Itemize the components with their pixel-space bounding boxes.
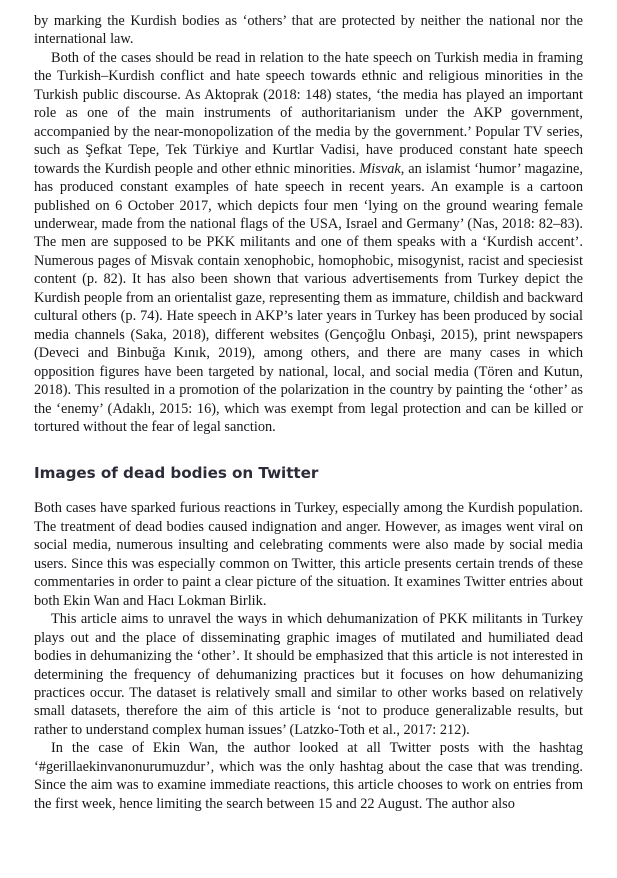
paragraph-reactions-in-turkey: Both cases have sparked furious reactions in Turkey, especially among the Kurdish population. The treatment of dead bodies caused indignation and anger. However, as images went viral on social media, numerous insulting and celebrating comments were also made by social media users. Since this was especially common on Twitter, this article presents certain trends of these commentaries in order to paint a clear picture of the situation. It examines Twitter entries about both Ekin Wan and Hacı Lokman Birlik. bbox=[34, 500, 583, 609]
paragraph-article-aims: This article aims to unravel the ways in which dehumanization of PKK militants in Turkey plays out and the place of disseminating graphic images of mutilated and humiliated dead bodies in dehumanizing the ‘other’. It should be emphasized that this article is not interested in determining the frequency of dehumanizing practices but it focuses on how dehumanizing practices occur. The dataset is relatively small and similar to other works based on relatively small datasets, therefore the aim of this article is ‘not to produce generalizable results, but rather to understand complex human issues’ (Latzko-Toth et al., 2017: 212). bbox=[34, 611, 583, 738]
paragraph-2-second-part: , an islamist ‘humor’ magazine, has produced constant examples of hate speech in recent years. An example is a cartoon published on 6 October 2017, which depicts four men ‘lying on the ground wearing female underwear, made from the national flags of the USA, Israel and Germany’ (Nas, 2018: 82–83). The men are supposed to be PKK militants and one of them speaks with a ‘Kurdish accent’. Numerous pages of Misvak contain xenophobic, homophobic, misogynist, racist and speciesist content (p. 82). It has also been shown that various advertisements from Turkey depict the Kurdish people from an orientalist gaze, representing them as immature, childish and backward cultural others (p. 74). Hate speech in AKP’s later years in Turkey has been produced by social media channels (Saka, 2018), different websites (Gençoğlu Onbaşi, 2015), print newspapers (Deveci and Binbuğa Kınık, 2019), among others, and there are many cases in which opposition figures have been targeted by national, local, and social media (Tören and Kutun, 2018). This resulted in a promotion of the polarization in the country by painting the ‘other’ as the ‘enemy’ (Adaklı, 2015: 16), which was exempt from legal protection and can be killed or tortured without the fear of legal sanction. bbox=[34, 160, 583, 435]
heading-spacer-below bbox=[34, 483, 583, 499]
paragraph-ekin-wan-hashtag-method: In the case of Ekin Wan, the author looked at all Twitter posts with the hashtag ‘#gerillaekinvanonurumuzdur’, which was the only hashtag about the case that was trending. Since the aim was to examine immediate reactions, this article chooses to work on entries from the first week, hence limiting the search between 15 and 22 August. The author also bbox=[34, 740, 583, 812]
heading-spacer-above bbox=[34, 436, 583, 463]
section-heading-images-of-dead-bodies-on-twitter: Images of dead bodies on Twitter bbox=[34, 464, 319, 483]
italic-magazine-title: Misvak bbox=[359, 160, 401, 177]
paragraph-continued-from-previous-page: by marking the Kurdish bodies as ‘others’ that are protected by neither the national nor the international law. bbox=[34, 13, 583, 48]
paragraph-2-first-part: Both of the cases should be read in relation to the hate speech on Turkish media in framing the Turkish–Kurdish conflict and hate speech towards ethnic and religious minorities in the Turkish public discourse. As Aktoprak (2018: 148) states, ‘the media has played an important role as one of the main instruments of authoritarianism under the AKP government, accompanied by the near-monopolization of the media by the government.’ Popular TV series, such as Şefkat Tepe, Tek Türkiye and Kurtlar Vadisi, have produced constant hate speech towards the Kurdish people and other ethnic minorities. bbox=[34, 49, 583, 177]
paragraph-hate-speech-turkish-media bbox=[34, 49, 583, 437]
